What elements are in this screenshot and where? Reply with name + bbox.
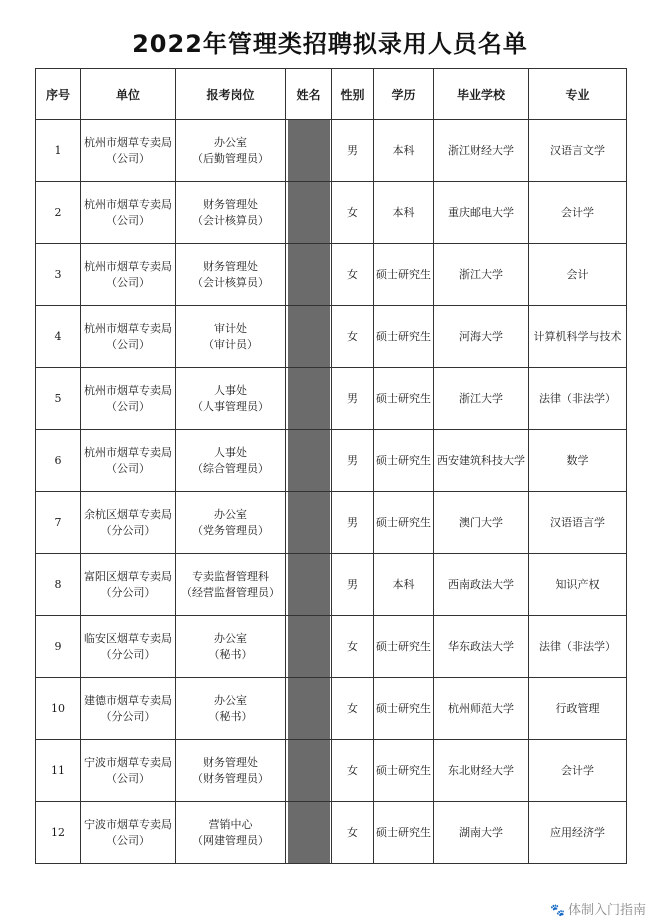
unit-line: 宁波市烟草专卖局 [84,817,172,831]
school-text: 浙江大学 [459,391,503,405]
cell-post [176,492,286,554]
cell-name [286,554,332,616]
cell-name [286,678,332,740]
cell-gender [332,430,374,492]
cell-education [374,740,434,802]
post-line: 人事处 [214,445,247,459]
cell-education [374,802,434,864]
major-text: 汉语语言学 [550,515,605,529]
header-gender: 性别 [332,69,374,120]
cell-post [176,616,286,678]
post-line: （人事管理员） [192,399,269,413]
school-text: 河海大学 [459,329,503,343]
school-text: 东北财经大学 [448,763,514,777]
unit-line: 杭州市烟草专卖局 [84,135,172,149]
post-line: （经营监督管理员） [181,585,280,599]
page-title: 2022年管理类招聘拟录用人员名单 [132,30,528,58]
cell-school [434,244,529,306]
watermark-text: 体制入门指南 [567,903,646,918]
gender-text: 女 [347,763,358,777]
major-text: 会计学 [561,763,594,777]
name-redaction [288,120,330,181]
cell-no [36,120,81,182]
post-line: 办公室 [214,507,247,521]
cell-education [374,120,434,182]
gender-text: 女 [347,639,358,653]
major-text: 应用经济学 [550,825,605,839]
cell-post [176,740,286,802]
cell-post [176,120,286,182]
cell-education [374,368,434,430]
table-row [36,678,627,740]
cell-major [529,120,627,182]
cell-gender [332,616,374,678]
cell-name [286,368,332,430]
education-text: 硕士研究生 [376,639,431,653]
table-row [36,802,627,864]
cell-name [286,306,332,368]
table-row [36,306,627,368]
cell-no [36,182,81,244]
gender-text: 女 [347,205,358,219]
cell-no [36,368,81,430]
cell-name [286,430,332,492]
post-line: （后勤管理员） [192,151,269,165]
cell-gender [332,802,374,864]
cell-major [529,182,627,244]
school-text: 湖南大学 [459,825,503,839]
cell-major [529,306,627,368]
cell-no [36,740,81,802]
name-redaction [288,368,330,429]
cell-gender [332,306,374,368]
cell-name [286,244,332,306]
row-number: 2 [54,205,62,219]
cell-post [176,368,286,430]
header-school: 毕业学校 [434,69,529,120]
education-text: 硕士研究生 [376,763,431,777]
table-row [36,616,627,678]
major-text: 法律（非法学） [539,639,616,653]
post-line: （会计核算员） [192,213,269,227]
table-row [36,492,627,554]
cell-post [176,306,286,368]
unit-line: （公司） [106,399,150,413]
table-row [36,120,627,182]
cell-name [286,182,332,244]
unit-line: （公司） [106,213,150,227]
cell-education [374,554,434,616]
education-text: 硕士研究生 [376,825,431,839]
school-text: 浙江财经大学 [448,143,514,157]
row-number: 3 [54,267,62,281]
cell-unit [81,802,176,864]
post-line: （会计核算员） [192,275,269,289]
cell-unit [81,492,176,554]
paw-icon: 🐾 [550,903,565,917]
cell-name [286,802,332,864]
row-number: 4 [54,329,62,343]
cell-no [36,430,81,492]
cell-unit [81,120,176,182]
unit-line: （公司） [106,461,150,475]
cell-school [434,616,529,678]
cell-major [529,430,627,492]
unit-line: 杭州市烟草专卖局 [84,259,172,273]
unit-line: 杭州市烟草专卖局 [84,197,172,211]
education-text: 硕士研究生 [376,453,431,467]
cell-unit [81,368,176,430]
cell-unit [81,182,176,244]
major-text: 会计 [566,267,589,281]
cell-education [374,678,434,740]
unit-line: 宁波市烟草专卖局 [84,755,172,769]
school-text: 西安建筑科技大学 [437,453,525,467]
cell-unit [81,244,176,306]
cell-major [529,492,627,554]
major-text: 行政管理 [555,701,600,715]
name-redaction [288,802,330,863]
cell-post [176,182,286,244]
cell-no [36,244,81,306]
post-line: 人事处 [214,383,247,397]
unit-line: 杭州市烟草专卖局 [84,321,172,335]
education-text: 硕士研究生 [376,329,431,343]
gender-text: 女 [347,701,358,715]
cell-education [374,182,434,244]
cell-school [434,740,529,802]
cell-no [36,492,81,554]
cell-post [176,430,286,492]
table-row [36,430,627,492]
table-row [36,244,627,306]
cell-unit [81,430,176,492]
cell-no [36,616,81,678]
cell-school [434,120,529,182]
gender-text: 女 [347,825,358,839]
cell-major [529,368,627,430]
cell-major [529,740,627,802]
cell-major [529,802,627,864]
row-number: 7 [54,515,62,529]
table-row [36,182,627,244]
unit-line: （分公司） [100,523,156,537]
unit-line: （公司） [106,151,150,165]
cell-school [434,368,529,430]
gender-text: 男 [347,391,358,405]
school-text: 重庆邮电大学 [448,205,514,219]
row-number: 1 [54,143,62,157]
education-text: 本科 [392,577,415,591]
candidate-table [35,68,627,864]
cell-unit [81,554,176,616]
cell-school [434,492,529,554]
cell-gender [332,740,374,802]
unit-line: 杭州市烟草专卖局 [84,383,172,397]
row-number: 5 [54,391,62,405]
education-text: 硕士研究生 [376,701,431,715]
row-number: 6 [54,453,62,467]
cell-unit [81,678,176,740]
gender-text: 女 [347,329,358,343]
cell-name [286,616,332,678]
row-number: 11 [51,763,65,777]
row-number: 10 [51,701,65,715]
post-line: （秘书） [208,709,253,723]
education-text: 本科 [392,143,415,157]
major-text: 数学 [566,453,589,467]
cell-school [434,182,529,244]
school-text: 华东政法大学 [448,639,514,653]
cell-unit [81,740,176,802]
post-line: （秘书） [208,647,253,661]
cell-education [374,430,434,492]
cell-name [286,120,332,182]
cell-school [434,306,529,368]
cell-gender [332,182,374,244]
post-line: 办公室 [214,693,247,707]
name-redaction [288,306,330,367]
cell-no [36,306,81,368]
cell-education [374,244,434,306]
unit-line: （分公司） [100,585,156,599]
header-major: 专业 [529,69,627,120]
unit-line: （分公司） [100,647,156,661]
post-line: （党务管理员） [192,523,269,537]
education-text: 硕士研究生 [376,267,431,281]
post-line: 专卖监督管理科 [192,569,269,583]
gender-text: 男 [347,143,358,157]
cell-name [286,492,332,554]
name-redaction [288,554,330,615]
major-text: 汉语言文学 [550,143,605,157]
table-row [36,368,627,430]
post-line: （网建管理员） [192,833,269,847]
name-redaction [288,492,330,553]
cell-school [434,802,529,864]
cell-gender [332,368,374,430]
gender-text: 男 [347,577,358,591]
gender-text: 女 [347,267,358,281]
cell-no [36,678,81,740]
education-text: 本科 [392,205,415,219]
post-line: 财务管理处 [203,259,258,273]
cell-gender [332,244,374,306]
cell-no [36,802,81,864]
name-redaction [288,430,330,491]
cell-education [374,492,434,554]
post-line: 审计处 [214,321,247,335]
name-redaction [288,740,330,801]
cell-gender [332,492,374,554]
cell-education [374,616,434,678]
header-unit: 单位 [81,69,176,120]
name-redaction [288,616,330,677]
school-text: 澳门大学 [459,515,503,529]
gender-text: 男 [347,515,358,529]
unit-line: （分公司） [100,709,156,723]
unit-line: （公司） [106,337,150,351]
education-text: 硕士研究生 [376,515,431,529]
cell-major [529,554,627,616]
unit-line: 建德市烟草专卖局 [84,693,172,707]
watermark [550,899,646,918]
school-text: 杭州师范大学 [448,701,514,715]
unit-line: （公司） [106,833,150,847]
cell-major [529,244,627,306]
gender-text: 男 [347,453,358,467]
school-text: 浙江大学 [459,267,503,281]
cell-school [434,678,529,740]
post-line: （审计员） [203,337,258,351]
cell-unit [81,306,176,368]
education-text: 硕士研究生 [376,391,431,405]
major-text: 知识产权 [555,577,600,591]
unit-line: 余杭区烟草专卖局 [84,507,172,521]
post-line: （财务管理员） [192,771,269,785]
header-name: 姓名 [286,69,332,120]
post-line: 财务管理处 [203,197,258,211]
cell-school [434,430,529,492]
row-number: 8 [54,577,62,591]
major-text: 会计学 [561,205,594,219]
header-post: 报考岗位 [176,69,286,120]
post-line: （综合管理员） [192,461,269,475]
school-text: 西南政法大学 [448,577,514,591]
cell-unit [81,616,176,678]
post-line: 办公室 [214,135,247,149]
cell-gender [332,554,374,616]
unit-line: 杭州市烟草专卖局 [84,445,172,459]
unit-line: （公司） [106,771,150,785]
post-line: 营销中心 [208,817,253,831]
header-row [36,69,627,120]
major-text: 计算机科学与技术 [533,329,622,343]
table-row [36,554,627,616]
cell-post [176,802,286,864]
header-education: 学历 [374,69,434,120]
cell-education [374,306,434,368]
post-line: 财务管理处 [203,755,258,769]
table-row [36,740,627,802]
post-line: 办公室 [214,631,247,645]
row-number: 9 [54,639,62,653]
unit-line: 富阳区烟草专卖局 [84,569,172,583]
major-text: 法律（非法学） [539,391,616,405]
cell-gender [332,120,374,182]
cell-post [176,678,286,740]
unit-line: 临安区烟草专卖局 [84,631,172,645]
cell-post [176,244,286,306]
cell-post [176,554,286,616]
cell-major [529,678,627,740]
name-redaction [288,244,330,305]
cell-major [529,616,627,678]
cell-no [36,554,81,616]
unit-line: （公司） [106,275,150,289]
header-no: 序号 [36,69,81,120]
row-number: 12 [51,825,65,839]
name-redaction [288,678,330,739]
cell-gender [332,678,374,740]
cell-name [286,740,332,802]
name-redaction [288,182,330,243]
cell-school [434,554,529,616]
